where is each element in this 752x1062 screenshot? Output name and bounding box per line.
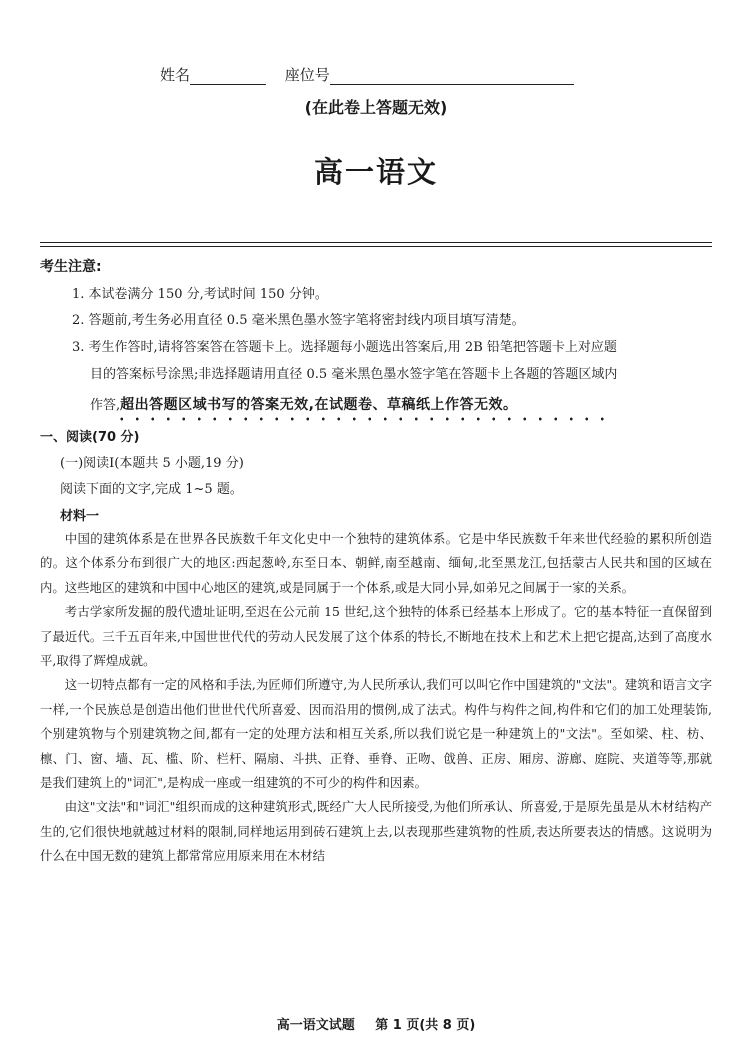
attention-item-3-line2: 目的答案标号涂黑;非选择题请用直径 0.5 毫米黑色墨水签字笔在答题卡上各题的答题区域内: [90, 367, 618, 382]
attention-heading: 考生注意:: [40, 259, 102, 275]
divider-thin: [40, 246, 712, 247]
reading-instruction: 阅读下面的文字,完成 1~5 题。: [60, 482, 243, 497]
name-label: 姓名: [160, 66, 191, 84]
name-blank: [190, 70, 266, 85]
divider-thick: [40, 242, 712, 243]
section-heading: 一、阅读(70 分): [40, 430, 140, 445]
subsection-heading: (一)阅读Ⅰ(本题共 5 小题,19 分): [60, 456, 244, 471]
footer-exam-title: 高一语文试题: [276, 1018, 355, 1033]
passage-paragraph: 由这"文法"和"词汇"组织而成的这种建筑形式,既经广大人民所接受,为他们所承认、所喜爱,于是原先虽是从木材结构产生的,它们很快地就越过材料的限制,同样地运用到砖石建筑上去,以表现那些建筑物的性质,表达所要表达的情感。这说明为什么在中国无数的建筑上都常常应用原来用在木材结: [40, 799, 712, 864]
material-label: 材料一: [60, 509, 100, 524]
attention-item-3-emphasis: 超出答题区域书写的答案无效,在试题卷、草稿纸上作答无效。: [120, 397, 518, 413]
emphasis-dots: [114, 416, 614, 422]
footer-page-number: 第 1 页(共 8 页): [375, 1018, 476, 1033]
attention-item-3-line1: 3. 考生作答时,请将答案答在答题卡上。选择题每小题选出答案后,用 2B 铅笔把答题卡上对应题: [72, 340, 617, 355]
candidate-info-line: [160, 64, 574, 85]
attention-item-3-line3: [90, 392, 517, 419]
attention-item-3-plain: 作答,: [90, 398, 121, 413]
passage-paragraph: 这一切特点都有一定的风格和手法,为匠师们所遵守,为人民所承认,我们可以叫它作中国建筑的"文法"。建筑和语言文字一样,一个民族总是创造出他们世世代代所喜爱、因而沿用的惯例,成了法式。构件与构件之间,构件和它们的加工处理装饰,个别建筑物与个别建筑物之间,都有一定的处理方法和相互关系,所以我们说它是一种建筑上的"文法"。至如梁、柱、枋、檩、门、窗、墙、瓦、槛、阶、栏杆、隔扇、斗拱、正脊、垂脊、正吻、戗兽、正房、厢房、游廊、庭院、夹道等等,那就是我们建筑上的"词汇",是构成一座或一组建筑的不可少的构件和因素。: [40, 677, 712, 791]
attention-item-2: 2. 答题前,考生务必用直径 0.5 毫米黑色墨水签字笔将密封线内项目填写清楚。: [72, 313, 525, 328]
passage: [40, 527, 712, 869]
page-title: 高一语文: [313, 155, 438, 189]
passage-paragraph: 中国的建筑体系是在世界各民族数千年文化史中一个独特的建筑体系。它是中华民族数千年来世代经验的累积所创造的。这个体系分布到很广大的地区:西起葱岭,东至日本、朝鲜,南至越南、缅甸,北至黑龙江,包括蒙古人民共和国的区域在内。这些地区的建筑和中国中心地区的建筑,或是同属于一个体系,或是大同小异,如弟兄之间属于一家的关系。: [40, 531, 712, 595]
attention-item-1: 1. 本试卷满分 150 分,考试时间 150 分钟。: [72, 287, 328, 302]
seat-label: 座位号: [284, 66, 330, 84]
page-footer: [0, 1014, 752, 1033]
seat-blank: [330, 70, 574, 85]
passage-paragraph: 考古学家所发掘的殷代遗址证明,至迟在公元前 15 世纪,这个独特的体系已经基本上形成了。它的基本特征一直保留到了最近代。三千五百年来,中国世世代代的劳动人民发展了这个体系的特长,不断地在技术上和艺术上把它提高,达到了高度水平,取得了辉煌成就。: [40, 604, 712, 669]
invalid-notice: (在此卷上答题无效): [304, 98, 448, 117]
